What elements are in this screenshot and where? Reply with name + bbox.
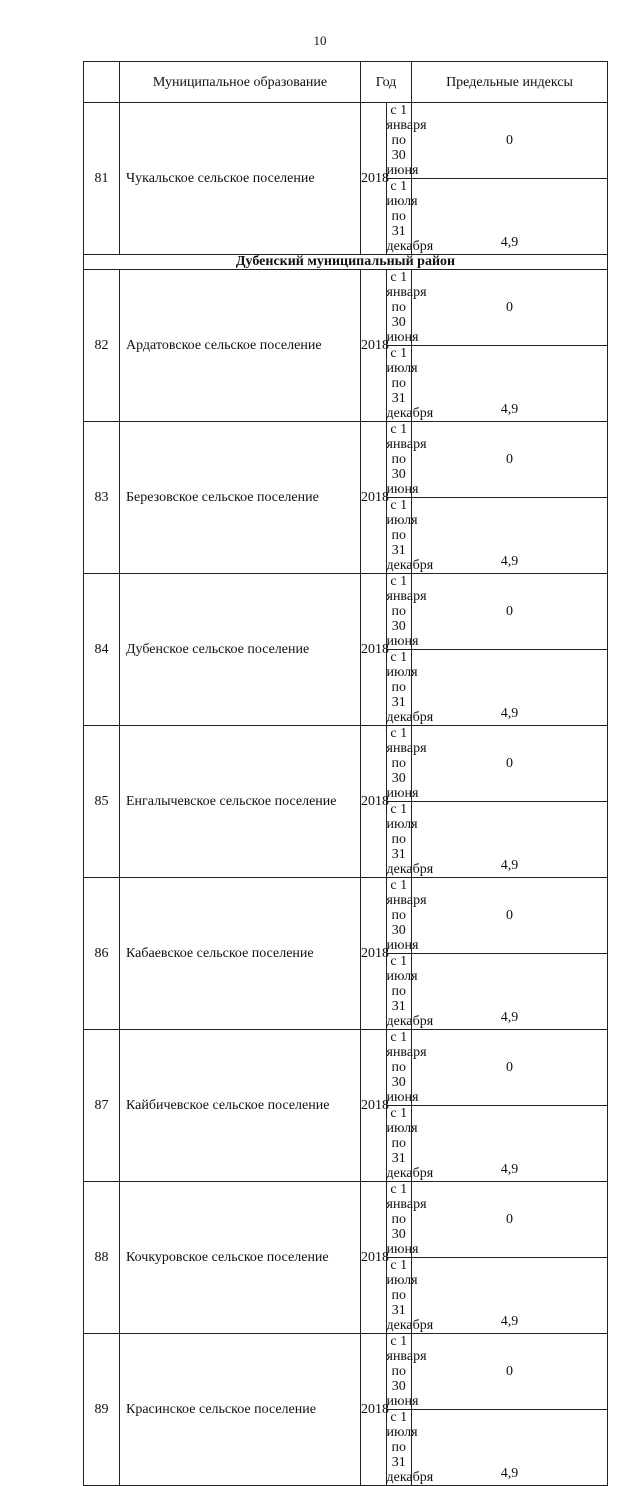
table-row bbox=[84, 726, 608, 802]
year-cell: 2018 bbox=[361, 574, 387, 726]
indices-table bbox=[83, 61, 608, 1486]
index-first-half: 0 bbox=[412, 1334, 608, 1410]
index-second-half: 4,9 bbox=[412, 179, 608, 255]
period-second-half: с 1 июля по 31 декабря bbox=[386, 179, 434, 254]
index-first-half: 0 bbox=[412, 103, 608, 179]
year-cell: 2018 bbox=[361, 103, 387, 255]
table-row bbox=[84, 1334, 608, 1410]
period-second-half: с 1 июля по 31 декабря bbox=[386, 802, 434, 877]
period-second-half: с 1 июля по 31 декабря bbox=[386, 346, 434, 421]
index-first-half: 0 bbox=[412, 878, 608, 954]
table-row bbox=[84, 422, 608, 498]
period-first-half: с 1 января по 30 июня bbox=[386, 574, 427, 649]
municipality-name: Красинское сельское поселение bbox=[120, 1334, 361, 1486]
period-first-half: с 1 января по 30 июня bbox=[386, 1030, 427, 1105]
index-first-half: 0 bbox=[412, 726, 608, 802]
period-first-half: с 1 января по 30 июня bbox=[386, 422, 427, 497]
index-first-half: 0 bbox=[412, 1182, 608, 1258]
header-num bbox=[84, 62, 120, 103]
row-number: 88 bbox=[84, 1182, 120, 1334]
district-row bbox=[84, 255, 608, 270]
period-first-half: с 1 января по 30 июня bbox=[386, 103, 427, 178]
index-second-half: 4,9 bbox=[412, 1410, 608, 1486]
row-number: 82 bbox=[84, 270, 120, 422]
row-number: 89 bbox=[84, 1334, 120, 1486]
index-second-half: 4,9 bbox=[412, 498, 608, 574]
header-municipality: Муниципальное образование bbox=[120, 62, 361, 103]
municipality-name: Кайбичевское сельское поселение bbox=[120, 1030, 361, 1182]
table-row bbox=[84, 574, 608, 650]
period-second-half: с 1 июля по 31 декабря bbox=[386, 650, 434, 725]
row-number: 86 bbox=[84, 878, 120, 1030]
index-second-half: 4,9 bbox=[412, 1258, 608, 1334]
year-cell: 2018 bbox=[361, 726, 387, 878]
index-first-half: 0 bbox=[412, 270, 608, 346]
table-row bbox=[84, 1182, 608, 1258]
year-cell: 2018 bbox=[361, 1334, 387, 1486]
year-cell: 2018 bbox=[361, 878, 387, 1030]
municipality-name: Кабаевское сельское поселение bbox=[120, 878, 361, 1030]
index-second-half: 4,9 bbox=[412, 1106, 608, 1182]
period-second-half: с 1 июля по 31 декабря bbox=[386, 498, 434, 573]
index-first-half: 0 bbox=[412, 422, 608, 498]
index-second-half: 4,9 bbox=[412, 954, 608, 1030]
index-first-half: 0 bbox=[412, 574, 608, 650]
page-number: 10 bbox=[313, 33, 327, 48]
year-cell: 2018 bbox=[361, 1030, 387, 1182]
row-number: 87 bbox=[84, 1030, 120, 1182]
municipality-name: Чукальское сельское поселение bbox=[120, 103, 361, 255]
year-cell: 2018 bbox=[361, 270, 387, 422]
table-header-row bbox=[84, 62, 608, 103]
period-second-half: с 1 июля по 31 декабря bbox=[386, 1106, 434, 1181]
table-row bbox=[84, 270, 608, 346]
index-second-half: 4,9 bbox=[412, 346, 608, 422]
row-number: 81 bbox=[84, 103, 120, 255]
municipality-name: Дубенское сельское поселение bbox=[120, 574, 361, 726]
municipality-name: Енгалычевское сельское поселение bbox=[120, 726, 361, 878]
period-first-half: с 1 января по 30 июня bbox=[386, 878, 427, 953]
index-second-half: 4,9 bbox=[412, 650, 608, 726]
row-number: 85 bbox=[84, 726, 120, 878]
year-cell: 2018 bbox=[361, 422, 387, 574]
table-row bbox=[84, 878, 608, 954]
row-number: 84 bbox=[84, 574, 120, 726]
year-cell: 2018 bbox=[361, 1182, 387, 1334]
district-name: Дубенский муниципальный район bbox=[84, 255, 608, 270]
header-index: Предельные индексы bbox=[412, 62, 608, 103]
period-second-half: с 1 июля по 31 декабря bbox=[386, 1410, 434, 1485]
index-second-half: 4,9 bbox=[412, 802, 608, 878]
period-first-half: с 1 января по 30 июня bbox=[386, 270, 427, 345]
period-first-half: с 1 января по 30 июня bbox=[386, 1334, 427, 1409]
period-second-half: с 1 июля по 31 декабря bbox=[386, 1258, 434, 1333]
municipality-name: Ардатовское сельское поселение bbox=[120, 270, 361, 422]
row-number: 83 bbox=[84, 422, 120, 574]
period-first-half: с 1 января по 30 июня bbox=[386, 726, 427, 801]
municipality-name: Кочкуровское сельское поселение bbox=[120, 1182, 361, 1334]
table-row bbox=[84, 103, 608, 179]
period-second-half: с 1 июля по 31 декабря bbox=[386, 954, 434, 1029]
table-row bbox=[84, 1030, 608, 1106]
header-year: Год bbox=[361, 62, 412, 103]
index-first-half: 0 bbox=[412, 1030, 608, 1106]
municipality-name: Березовское сельское поселение bbox=[120, 422, 361, 574]
period-first-half: с 1 января по 30 июня bbox=[386, 1182, 427, 1257]
